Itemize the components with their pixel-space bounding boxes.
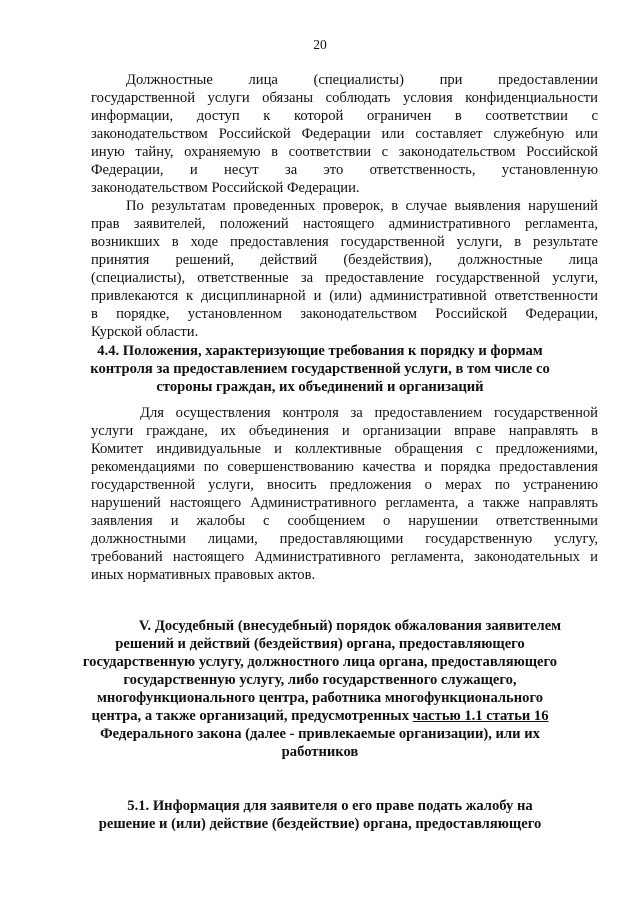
heading-text: центра, а также организаций, предусмотренных [91, 708, 413, 724]
paragraph-line: информации, доступ к которой ограничен в соответствии с [91, 108, 598, 124]
paragraph-line: нарушений настоящего Административного регламента, а также направлять [91, 495, 598, 511]
paragraph-line: иную тайну, охраняемую в соответствии с законодательством Российской [91, 144, 598, 160]
paragraph-line: законодательством Российской Федерации или составляет служебную или [91, 126, 598, 142]
chapter-heading-line: многофункционального центра, работника многофункционального [96, 690, 544, 706]
chapter-heading-line: V. Досудебный (внесудебный) порядок обжалования заявителем [138, 618, 562, 634]
paragraph-line: Для осуществления контроля за предоставлением государственной [140, 405, 598, 421]
section-heading-line: 4.4. Положения, характеризующие требования к порядку и формам [97, 343, 543, 359]
paragraph-line: Должностные лица (специалисты) при предоставлении [126, 72, 598, 88]
chapter-heading-line: государственную услугу, либо государственного служащего, [123, 672, 517, 688]
paragraph-line: рекомендациями по совершенствованию качества и порядка предоставления [91, 459, 598, 475]
paragraph-line: услуги гражданe, их объединения и организации вправе направлять в [91, 423, 598, 439]
law-article-link[interactable]: частью 1.1 статьи 16 [412, 708, 549, 724]
paragraph-line: Федерации, и несут за это ответственность, установленную [91, 162, 598, 178]
paragraph-line: Комитет индивидуальные и коллективные обращения с предложениями, [91, 441, 598, 457]
page-number: 20 [313, 37, 327, 52]
chapter-heading-line [0, 707, 640, 725]
paragraph-line: (специалисты), ответственные за предоставление государственной услуги, [91, 270, 598, 286]
subsection-heading-line: 5.1. Информация для заявителя о его праве подать жалобу на [127, 798, 533, 814]
paragraph-line: должностными лицами, предоставляющими государственную услугу, [91, 531, 598, 547]
paragraph-line: прав заявителей, положений настоящего административного регламента, [91, 216, 598, 232]
paragraph-line: законодательством Российской Федерации. [91, 180, 360, 196]
chapter-heading-line: государственную услугу, должностного лица органа, предоставляющего [82, 654, 558, 670]
paragraph-line: принятия решений, действий (бездействия), должностные лица [91, 252, 598, 268]
chapter-heading-line: Федерального закона (далее - привлекаемые организации), или их [100, 726, 540, 742]
section-heading-line: стороны граждан, их объединений и организаций [156, 379, 484, 395]
chapter-heading-line: решений и действий (бездействия) органа, предоставляющего [115, 636, 525, 652]
paragraph-line: По результатам проведенных проверок, в случае выявления нарушений [126, 198, 598, 214]
paragraph-line: возникших в ходе предоставления государственной услуги, в результате [91, 234, 598, 250]
section-heading-line: контроля за предоставлением государственной услуги, в том числе со [90, 361, 550, 377]
paragraph-line: заявления и жалобы с сообщением о нарушении ответственными [91, 513, 598, 529]
paragraph-line: государственной услуги, вносить предложения о мерах по устранению [91, 477, 598, 493]
paragraph-line: привлекаются к дисциплинарной и (или) административной ответственности [91, 288, 598, 304]
paragraph-line: иных нормативных правовых актов. [91, 567, 316, 583]
paragraph-line: Курской области. [91, 324, 199, 340]
paragraph-line: в порядке, установленном законодательством Российской Федерации, [91, 306, 598, 322]
subsection-heading-line: решение и (или) действие (бездействие) органа, предоставляющего [98, 816, 542, 832]
chapter-heading-line: работников [281, 744, 359, 760]
paragraph-line: требований настоящего Административного регламента, законодательных и [91, 549, 598, 565]
paragraph-line: государственной услуги обязаны соблюдать условия конфиденциальности [91, 90, 598, 106]
